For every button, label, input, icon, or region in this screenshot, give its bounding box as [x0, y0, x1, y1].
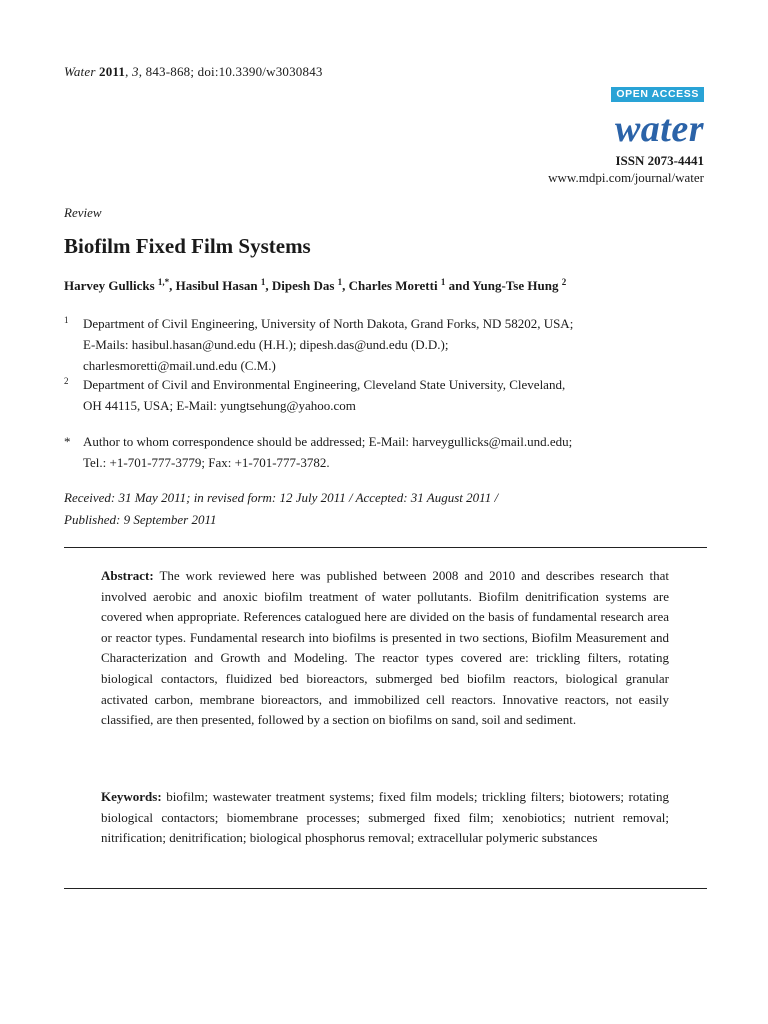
author-name: Charles Moretti — [348, 278, 438, 293]
author-name: Harvey Gullicks — [64, 278, 155, 293]
affiliation-line: OH 44115, USA; E-Mail: yungtsehung@yahoo.com — [83, 398, 356, 413]
affiliation-2 — [64, 374, 683, 416]
citation-year: 2011 — [99, 64, 126, 79]
affiliation-line: Department of Civil Engineering, University of North Dakota, Grand Forks, ND 58202, USA; — [83, 316, 574, 331]
author-list — [64, 277, 566, 294]
correspondence-line: Tel.: +1-701-777-3779; Fax: +1-701-777-3782. — [83, 455, 330, 470]
correspondence-note — [64, 431, 683, 473]
affiliation-line: E-Mails: hasibul.hasan@und.edu (H.H.); dipesh.das@und.edu (D.D.); — [83, 337, 449, 352]
dates-line: Published: 9 September 2011 — [64, 512, 217, 527]
author-affiliation-mark: 1,* — [157, 277, 170, 287]
author-separator: , — [169, 278, 176, 293]
affiliation-mark: 2 — [64, 376, 69, 386]
affiliation-1 — [64, 313, 683, 376]
author-affiliation-mark: 1 — [260, 277, 266, 287]
affiliation-line: Department of Civil and Environmental Engineering, Cleveland State University, Cleveland, — [83, 377, 566, 392]
keywords-label: Keywords: — [101, 789, 162, 804]
dates-line: Received: 31 May 2011; in revised form: 12 July 2011 / Accepted: 31 August 2011 / — [64, 490, 499, 505]
citation-rest: , 843-868; doi:10.3390/w3030843 — [138, 64, 323, 79]
issn: ISSN 2073-4441 — [615, 153, 704, 168]
author-separator: , — [265, 278, 272, 293]
keywords — [101, 787, 669, 849]
abstract-text: The work reviewed here was published between 2008 and 2010 and describes research that involved aerobic and anoxic biofilm treatment of water pollutants. Biofilm denitrification systems are covered when appropriate. References catalogued here are divided on the basis of fundamental research area or reactor types. Fundamental research into biofilms is presented in two sections, Biofilm Measurement and Characterization and Growth and Modeling. The reactor types covered are: trickling filters, rotating biological contactors, fluidized bed bioreactors, submerged bed biofilm reactors, biological granular activated carbon, membrane bioreactors, and immobilized cell reactors. Innovative reactors, not easily classified, are then presented, followed by a section on biofilms on sand, soil and sediment. — [101, 568, 670, 728]
open-access-badge: OPEN ACCESS — [611, 87, 704, 102]
author-affiliation-mark: 1 — [440, 277, 446, 287]
correspondence-mark: * — [64, 434, 71, 449]
abstract-label: Abstract: — [101, 568, 154, 583]
journal-logo: water — [614, 108, 704, 150]
affiliation-line: charlesmoretti@mail.und.edu (C.M.) — [83, 358, 276, 373]
author-affiliation-mark: 1 — [337, 277, 343, 287]
affiliation-mark: 1 — [64, 315, 69, 325]
author-affiliation-mark: 2 — [561, 277, 567, 287]
abstract — [101, 566, 669, 731]
author-separator: , — [342, 278, 349, 293]
keywords-text: biofilm; wastewater treatment systems; fixed film models; trickling filters; biotowers; rotating biological contactors; biomembrane processes; submerged fixed film; xenobiotics; nutrient removal; nitrification; denitrification; biological phosphorus removal; extracellular polymeric substances — [101, 789, 669, 846]
article-title: Biofilm Fixed Film Systems — [64, 234, 311, 258]
author-name: Dipesh Das — [271, 278, 335, 293]
publication-dates — [64, 487, 704, 531]
correspondence-line: Author to whom correspondence should be addressed; E-Mail: harveygullicks@mail.und.edu; — [83, 434, 573, 449]
citation-line: Water 2011, 3, 843-868; doi:10.3390/w3030843 — [64, 64, 323, 79]
journal-url[interactable]: www.mdpi.com/journal/water — [548, 170, 704, 185]
author-name: Hasibul Hasan — [175, 278, 258, 293]
journal-name: Water — [64, 64, 96, 79]
article-type: Review — [64, 205, 102, 220]
author-separator: and — [445, 278, 473, 293]
author-name: Yung-Tse Hung — [472, 278, 559, 293]
divider-top — [64, 547, 707, 548]
divider-bottom — [64, 888, 707, 889]
citation-volume: 3 — [132, 64, 139, 79]
